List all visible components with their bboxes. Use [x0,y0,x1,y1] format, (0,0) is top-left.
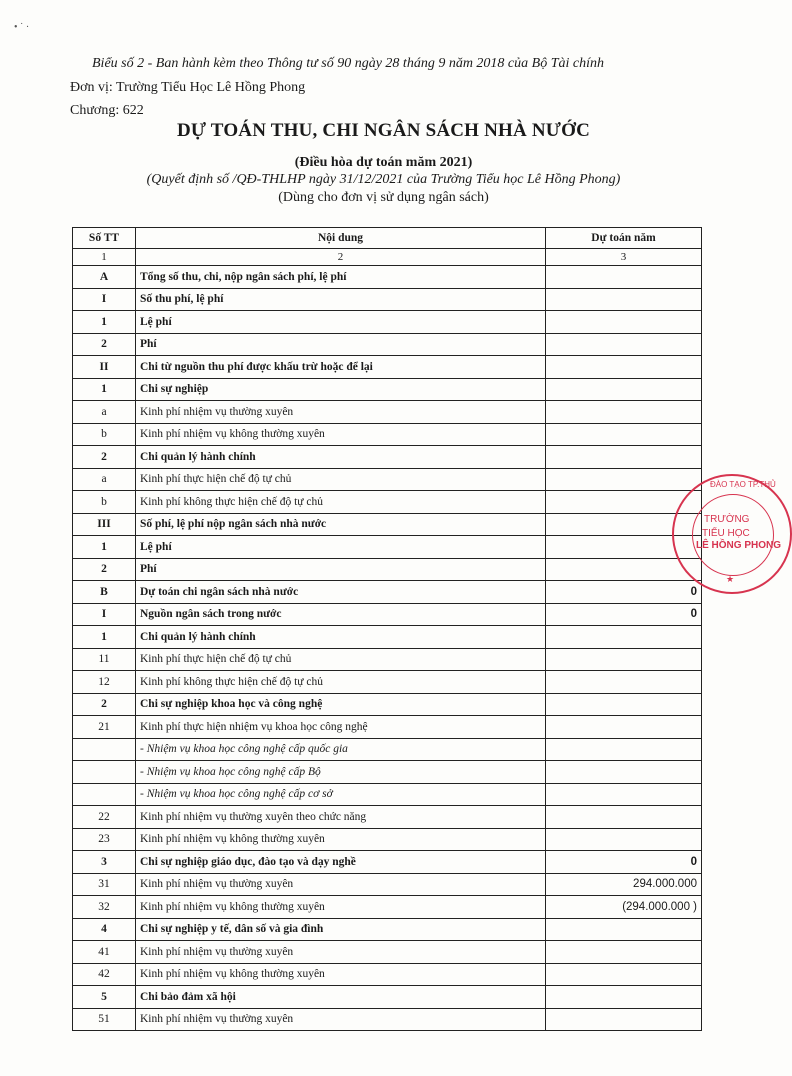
row-stt: 41 [73,941,136,964]
row-stt: 2 [73,446,136,469]
row-content: - Nhiệm vụ khoa học công nghệ cấp cơ sở [136,783,546,806]
row-value [546,423,702,446]
table-row [73,851,702,874]
row-content: Kinh phí thực hiện chế độ tự chủ [136,468,546,491]
row-content: Kinh phí không thực hiện chế độ tự chủ [136,671,546,694]
row-stt: 1 [73,378,136,401]
row-stt: 3 [73,851,136,874]
table-row [73,648,702,671]
row-stt: B [73,581,136,604]
table-row [73,468,702,491]
table-row [73,986,702,1009]
table-row [73,761,702,784]
row-stt: A [73,266,136,289]
table-index-row [73,249,702,266]
table-header-row [73,228,702,249]
row-value [546,1008,702,1031]
row-value: (294.000.000 ) [546,896,702,919]
table-row [73,918,702,941]
document-title: DỰ TOÁN THU, CHI NGÂN SÁCH NHÀ NƯỚC [176,120,591,141]
header-stt: Số TT [73,228,136,249]
row-content: - Nhiệm vụ khoa học công nghệ cấp quốc gia [136,738,546,761]
row-content: Phí [136,333,546,356]
row-content: Số thu phí, lệ phí [136,288,546,311]
row-value [546,806,702,829]
row-stt [73,761,136,784]
table-row [73,401,702,424]
table-row [73,333,702,356]
row-value: 0 [546,581,702,604]
table-row [73,738,702,761]
row-value [546,986,702,1009]
row-value [546,266,702,289]
document-subtitle: (Điều hòa dự toán măm 2021) [294,155,473,170]
row-content: Kinh phí nhiệm vụ không thường xuyên [136,896,546,919]
table-body [73,266,702,1031]
row-stt: 23 [73,828,136,851]
stamp-line-1: TRƯỜNG [704,514,750,525]
row-value [546,716,702,739]
row-content: Phí [136,558,546,581]
row-value [546,963,702,986]
table-row [73,266,702,289]
row-stt: a [73,401,136,424]
unit-name: Đơn vị: Trường Tiểu Học Lê Hồng Phong [70,80,306,95]
row-value: 0 [546,603,702,626]
table-row [73,963,702,986]
row-stt: 42 [73,963,136,986]
row-content: Kinh phí thực hiện nhiệm vụ khoa học công nghệ [136,716,546,739]
row-stt: III [73,513,136,536]
row-content: Tổng số thu, chi, nộp ngân sách phí, lệ phí [136,266,546,289]
row-content: Kinh phí nhiệm vụ thường xuyên [136,401,546,424]
table-row [73,311,702,334]
index-3: 3 [546,249,702,266]
row-value [546,288,702,311]
table-row [73,873,702,896]
table-row [73,603,702,626]
row-value [546,378,702,401]
header-content: Nội dung [136,228,546,249]
row-value [546,918,702,941]
row-content: - Nhiệm vụ khoa học công nghệ cấp Bộ [136,761,546,784]
table-row [73,558,702,581]
table-row [73,941,702,964]
row-content: Kinh phí không thực hiện chế độ tự chủ [136,491,546,514]
row-value [546,333,702,356]
row-stt: 2 [73,693,136,716]
table-row [73,423,702,446]
table-row [73,896,702,919]
row-stt: 31 [73,873,136,896]
row-content: Chi sự nghiệp khoa học và công nghệ [136,693,546,716]
row-stt: 51 [73,1008,136,1031]
stamp-line-2: TIỂU HỌC [702,528,750,539]
row-value [546,783,702,806]
row-value: 294.000.000 [546,873,702,896]
table-row [73,783,702,806]
index-1: 1 [73,249,136,266]
row-content: Kinh phí nhiệm vụ không thường xuyên [136,963,546,986]
row-content: Kinh phí nhiệm vụ không thường xuyên [136,828,546,851]
decision-reference: (Quyết định số /QĐ-THLHP ngày 31/12/2021 của Trường Tiểu học Lê Hồng Phong) [146,172,621,187]
row-value [546,446,702,469]
table-row [73,491,702,514]
table-row [73,693,702,716]
row-value [546,761,702,784]
row-value [546,693,702,716]
row-content: Số phí, lệ phí nộp ngân sách nhà nước [136,513,546,536]
row-content: Chi sự nghiệp giáo dục, đào tạo và dạy nghề [136,851,546,874]
usage-note: (Dùng cho đơn vị sử dụng ngân sách) [278,190,489,205]
row-value [546,941,702,964]
row-content: Chi sự nghiệp [136,378,546,401]
row-content: Lệ phí [136,536,546,559]
row-value [546,671,702,694]
row-stt [73,738,136,761]
row-content: Chi sự nghiệp y tế, dân số và gia đình [136,918,546,941]
row-stt: b [73,491,136,514]
stamp-arc-text: ĐÀO TẠO TP.THỦ [710,480,776,489]
header-value: Dự toán năm [546,228,702,249]
row-value [546,648,702,671]
table-row [73,806,702,829]
chapter-code: Chương: 622 [70,103,144,118]
row-content: Chi bảo đảm xã hội [136,986,546,1009]
row-stt: 12 [73,671,136,694]
row-content: Kinh phí nhiệm vụ thường xuyên [136,1008,546,1031]
row-stt: 2 [73,333,136,356]
row-value [546,356,702,379]
row-content: Chi quản lý hành chính [136,626,546,649]
row-stt: I [73,603,136,626]
row-value [546,828,702,851]
row-stt: I [73,288,136,311]
row-stt: b [73,423,136,446]
row-stt: 21 [73,716,136,739]
row-stt: 22 [73,806,136,829]
table-row [73,716,702,739]
row-stt: a [73,468,136,491]
row-stt: 32 [73,896,136,919]
table-row [73,828,702,851]
row-stt: 11 [73,648,136,671]
row-stt: 1 [73,311,136,334]
row-value: 0 [546,851,702,874]
table-row [73,536,702,559]
row-content: Nguồn ngân sách trong nước [136,603,546,626]
row-stt: 1 [73,536,136,559]
row-content: Chi quản lý hành chính [136,446,546,469]
row-value [546,468,702,491]
row-value [546,401,702,424]
stamp-line-3: LÊ HỒNG PHONG [696,540,782,551]
budget-table [72,227,702,1031]
row-stt: 5 [73,986,136,1009]
row-content: Chi từ nguồn thu phí được khấu trừ hoặc để lại [136,356,546,379]
row-content: Lệ phí [136,311,546,334]
table-row [73,446,702,469]
school-seal-stamp [672,474,792,594]
row-value [546,311,702,334]
stamp-star-icon: ★ [726,574,735,584]
table-row [73,378,702,401]
row-stt: 1 [73,626,136,649]
row-content: Kinh phí nhiệm vụ thường xuyên [136,941,546,964]
table-row [73,626,702,649]
table-row [73,671,702,694]
row-value [546,738,702,761]
form-reference: Biểu số 2 - Ban hành kèm theo Thông tư số 90 ngày 28 tháng 9 năm 2018 của Bộ Tài chính [92,56,604,71]
row-stt: 4 [73,918,136,941]
row-value [546,626,702,649]
row-content: Kinh phí nhiệm vụ không thường xuyên [136,423,546,446]
row-stt: 2 [73,558,136,581]
row-content: Kinh phí nhiệm vụ thường xuyên [136,873,546,896]
table-row [73,581,702,604]
table-row [73,1008,702,1031]
table-row [73,513,702,536]
row-stt [73,783,136,806]
row-content: Kinh phí thực hiện chế độ tự chủ [136,648,546,671]
scan-speck: • ˙ · [14,22,30,33]
table-row [73,356,702,379]
row-content: Kinh phí nhiệm vụ thường xuyên theo chức năng [136,806,546,829]
row-stt: II [73,356,136,379]
row-content: Dự toán chi ngân sách nhà nước [136,581,546,604]
table-row [73,288,702,311]
index-2: 2 [136,249,546,266]
